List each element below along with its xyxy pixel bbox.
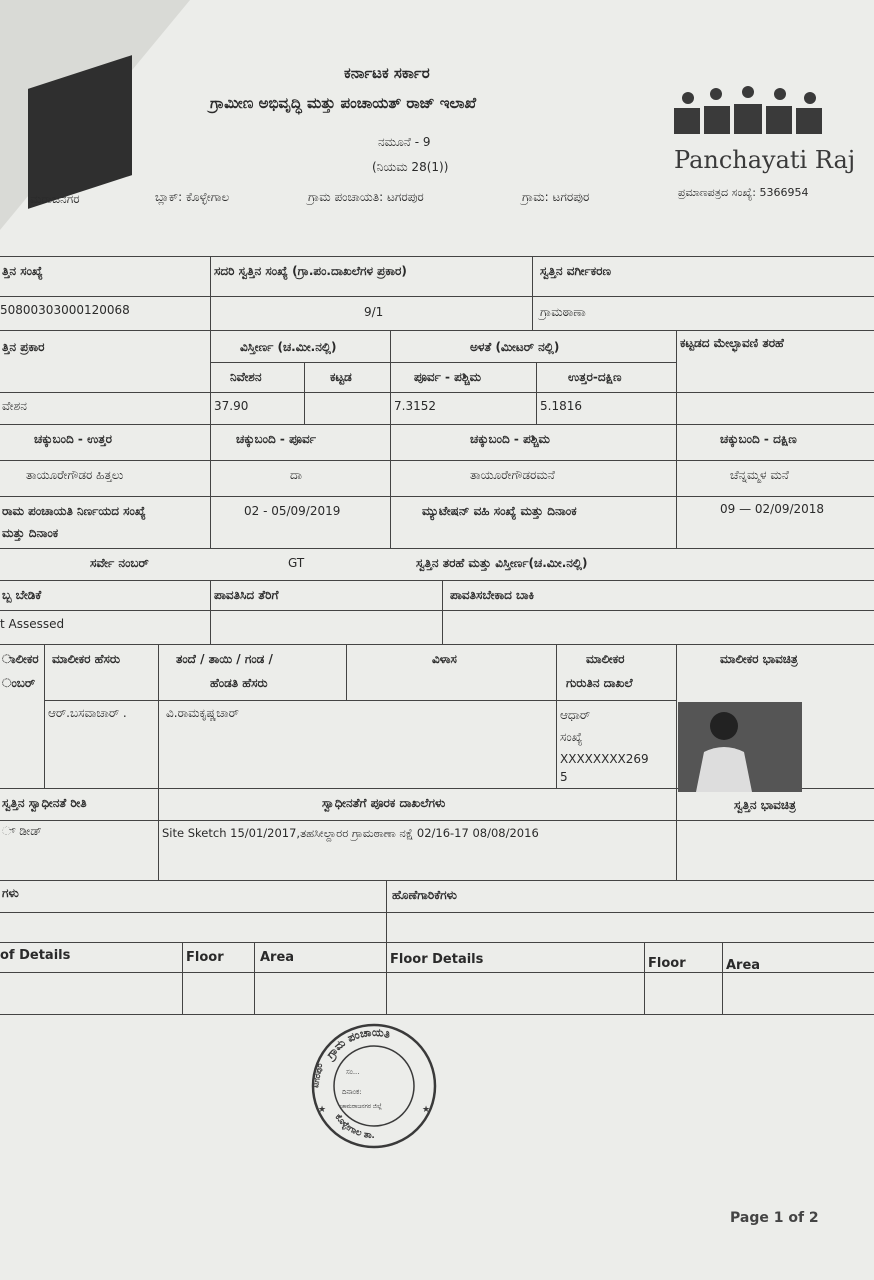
table-col-rule: [644, 942, 645, 1014]
certificate-number: ಪ್ರಮಾಣಪತ್ರದ ಸಂಖ್ಯೆ: 5366954: [678, 186, 809, 199]
dept-title: ಗ್ರಾಮೀಣ ಅಭಿವೃದ್ಧಿ ಮತ್ತು ಪಂಚಾಯತ್ ರಾಜ್ ಇಲಾಖೆ: [210, 94, 477, 112]
table-rule: [0, 1014, 874, 1015]
classification-label: ಸ್ವತ್ತಿನ ವರ್ಗೀಕರಣ: [540, 264, 611, 278]
ew-label: ಪೂರ್ವ - ಪಶ್ಚಿಮ: [414, 370, 482, 384]
seal-star-icon: ★: [422, 1105, 431, 1115]
table-col-rule: [532, 256, 533, 330]
table-col-rule: [676, 644, 677, 880]
boundary-south-value: ಚೆನ್ನಮ್ಮಳ ಮನೆ: [730, 468, 789, 482]
floor-details-label: of Details: [0, 948, 71, 963]
brand-name: Panchayati Raj: [674, 146, 856, 174]
ns-value: 5.1816: [540, 399, 582, 413]
prop-no-label: ತ್ತಿನ ಸಂಖ್ಯೆ: [2, 264, 43, 278]
prop-no-gp-value: 9/1: [364, 305, 384, 319]
seal-left-text: ಟಗರಪುರ: [311, 1062, 325, 1089]
table-col-rule: [210, 580, 211, 644]
resolution-label-2: ಮತ್ತು ದಿನಾಂಕ: [2, 526, 59, 540]
table-col-rule: [254, 942, 255, 1014]
floor-label-2: Floor: [648, 956, 686, 971]
building-label: ಕಟ್ಟಡ: [330, 370, 352, 384]
block-label: ಬ್ಲಾಕ್: ಕೊಳ್ಳೇಗಾಲ: [155, 190, 230, 204]
seal-line-2: ದಿನಾಂಕ:: [342, 1088, 362, 1096]
table-col-rule: [182, 942, 183, 1014]
liabilities-label: ಹೊಣೆಗಾರಿಕೆಗಳು: [392, 888, 457, 902]
seal-bottom-text: ಕೊಳ್ಳೇಗಾಲ ತಾ.: [332, 1112, 375, 1142]
table-rule: [0, 912, 874, 913]
mutation-value: 09 — 02/09/2018: [720, 502, 825, 516]
tax-demand-label: ಬ್ಬ ಬೇಡಿಕೆ: [2, 588, 42, 602]
gp-label: ಗ್ರಾಮ ಪಂಚಾಯತಿ: ಟಗರಪುರ: [308, 190, 424, 204]
floor-label: Floor: [186, 950, 224, 965]
seal-top-text: ಗ್ರಾಮ ಪಂಚಾಯತಿ: [323, 1025, 392, 1061]
parent-label-2: ಹೆಂಡತಿ ಹೆಸರು: [210, 676, 268, 690]
table-rule: [0, 644, 874, 645]
table-rule: [0, 460, 874, 461]
site-label: ನಿವೇಶನ: [230, 370, 262, 384]
table-rule: [0, 392, 874, 393]
table-rule: [44, 700, 676, 701]
aadhar-value-2: 5: [560, 770, 568, 784]
table-col-rule: [536, 362, 537, 424]
owner-photo-label: ಮಾಲೀಕರ ಭಾವಚಿತ್ರ: [720, 652, 798, 666]
boundary-east-value: ದಾ: [290, 468, 302, 482]
table-rule: [210, 362, 676, 363]
boundary-east-label: ಚಕ್ಕುಬಂದಿ - ಪೂರ್ವ: [236, 432, 316, 446]
boundary-south-label: ಚಕ್ಕುಬಂದಿ - ದಕ್ಷಿಣ: [720, 432, 797, 446]
table-rule: [0, 942, 874, 943]
type-value: ವೇಶನ: [2, 399, 27, 413]
survey-value: GT: [288, 556, 305, 570]
seal-star-icon: ★: [318, 1105, 327, 1115]
area-label: ವಿಸ್ತೀರ್ಣ (ಚ.ಮೀ.ನಲ್ಲಿ): [240, 340, 337, 354]
form-number: ನಮೂನೆ - 9: [378, 135, 431, 149]
area-col-label-2: Area: [726, 958, 761, 973]
owner-photo: [678, 702, 802, 792]
ownership-label: ಸ್ವತ್ತಿನ ಸ್ವಾಧೀನತೆ ರೀತಿ: [2, 796, 87, 810]
table-col-rule: [556, 644, 557, 788]
resolution-label: ರಾಮ ಪಂಚಾಯತಿ ನಿರ್ಣಯದ ಸಂಖ್ಯೆ: [2, 504, 146, 518]
roof-label: ಕಟ್ಟಡದ ಮೇಲ್ಛಾವಣಿ ತರಹೆ: [680, 336, 784, 350]
page-number: Page 1 of 2: [730, 1210, 819, 1226]
table-rule: [0, 330, 874, 331]
docs-value: Site Sketch 15/01/2017,ತಹಸೀಲ್ದಾರರ ಗ್ರಾಮಠಾಣಾ ನಕ್ಷೆ 02/16-17 08/08/2016: [162, 826, 539, 840]
panchayati-raj-logo: [670, 84, 830, 144]
prop-type-area-label: ಸ್ವತ್ತಿನ ತರಹೆ ಮತ್ತು ವಿಸ್ತೀರ್ಣ(ಚ.ಮೀ.ನಲ್ಲಿ): [416, 556, 588, 570]
owner-id-label-2: ಗುರುತಿನ ದಾಖಲೆ: [566, 676, 633, 690]
aadhar-value: XXXXXXXX269: [560, 752, 649, 766]
classification-value: ಗ್ರಾಮಠಾಣಾ: [540, 305, 586, 319]
boundary-north-value: ತಾಯೂರೇಗೌಡರ ಹಿತ್ತಲು: [26, 468, 124, 482]
survey-label: ಸರ್ವೇ ನಂಬರ್: [90, 556, 149, 570]
prop-no-value: 50800303000120068: [0, 303, 130, 317]
tax-due-label: ಪಾವತಿಸಬೇಕಾದ ಬಾಕಿ: [450, 588, 535, 602]
ns-label: ಉತ್ತರ-ದಕ್ಷಿಣ: [568, 370, 622, 384]
rights-label: ಗಳು: [2, 886, 19, 900]
parent-name-value: ವಿ.ರಾಮಕೃಷ್ಣಚಾರ್: [166, 706, 239, 720]
table-col-rule: [386, 880, 387, 1014]
boundary-north-label: ಚಕ್ಕುಬಂದಿ - ಉತ್ತರ: [34, 432, 112, 446]
owner-no-label: ಾಲೀಕರ: [2, 652, 39, 666]
table-col-rule: [676, 330, 677, 548]
resolution-value: 02 - 05/09/2019: [244, 504, 341, 518]
table-col-rule: [722, 942, 723, 1014]
table-rule: [0, 496, 874, 497]
prop-no-gp-label: ಸದರಿ ಸ್ವತ್ತಿನ ಸಂಖ್ಯೆ (ಗ್ರಾ.ಪಂ.ದಾಖಲೆಗಳ ಪ್ರಕಾರ): [214, 264, 407, 278]
prop-type-label: ತ್ತಿನ ಪ್ರಕಾರ: [2, 340, 45, 354]
rule-number: (ನಿಯಮ 28(1)): [372, 160, 449, 174]
district-label: ಮರಾಜನಗರ: [30, 192, 80, 206]
aadhar-label-2: ಸಂಖ್ಯೆ: [560, 730, 583, 744]
owner-name-label: ಮಾಲೀಕರ ಹೆಸರು: [52, 652, 121, 666]
table-col-rule: [346, 644, 347, 700]
table-rule: [0, 424, 874, 425]
tax-paid-label: ಪಾವತಿಸಿದ ತೆರಿಗೆ: [214, 588, 279, 602]
table-col-rule: [442, 580, 443, 644]
address-label: ವಿಳಾಸ: [432, 652, 457, 666]
table-col-rule: [304, 362, 305, 424]
docs-label: ಸ್ವಾಧೀನತೆಗೆ ಪೂರಕ ದಾಖಲೆಗಳು: [322, 796, 446, 810]
seal-line-1: ಸಂ...: [346, 1068, 360, 1076]
seal-line-3: ಚಾಮರಾಜನಗರ ಜಿಲ್ಲೆ: [340, 1103, 382, 1110]
ownership-value: ್ ಡೀಡ್: [2, 824, 42, 838]
area-col-label: Area: [260, 950, 295, 965]
table-rule: [0, 880, 874, 881]
panchayat-seal: [310, 1022, 438, 1150]
floor-details-label-2: Floor Details: [390, 952, 484, 967]
owner-id-label: ಮಾಲೀಕರ: [586, 652, 625, 666]
parent-label: ತಂದೆ / ತಾಯಿ / ಗಂಡ /: [176, 652, 273, 666]
gov-title: ಕರ್ನಾಟಕ ಸರ್ಕಾರ: [344, 64, 430, 82]
aadhar-label: ಆಧಾರ್: [560, 708, 591, 722]
table-rule: [0, 296, 874, 297]
measure-label: ಅಳತೆ (ಮೀಟರ್ ನಲ್ಲಿ): [470, 340, 560, 354]
table-rule: [0, 580, 874, 581]
owner-no-label-2: ಂಬರ್: [2, 676, 36, 690]
owner-name-value: ಆರ್.ಬಸವಾಚಾರ್ .: [48, 706, 127, 720]
prop-photo-label: ಸ್ವತ್ತಿನ ಭಾವಚಿತ್ರ: [734, 798, 796, 812]
table-col-rule: [210, 256, 211, 548]
village-label: ಗ್ರಾಮ: ಟಗರಪುರ: [522, 190, 590, 204]
site-area-value: 37.90: [214, 399, 249, 413]
table-col-rule: [44, 644, 45, 788]
table-rule: [0, 820, 874, 821]
table-rule: [0, 256, 874, 257]
table-rule: [0, 548, 874, 549]
mutation-label: ಮ್ಯುಟೇಷನ್ ವಹಿ ಸಂಖ್ಯೆ ಮತ್ತು ದಿನಾಂಕ: [422, 504, 577, 518]
table-col-rule: [158, 644, 159, 880]
tax-demand-value: t Assessed: [0, 617, 65, 631]
table-rule: [0, 610, 874, 611]
svg-text:ಗ್ರಾಮ ಪಂಚಾಯತಿ: [322, 1026, 392, 1064]
boundary-west-label: ಚಕ್ಕುಬಂದಿ - ಪಶ್ಚಿಮ: [470, 432, 550, 446]
ew-value: 7.3152: [394, 399, 436, 413]
boundary-west-value: ತಾಯೂರೇಗೌಡರಮನೆ: [470, 468, 555, 482]
